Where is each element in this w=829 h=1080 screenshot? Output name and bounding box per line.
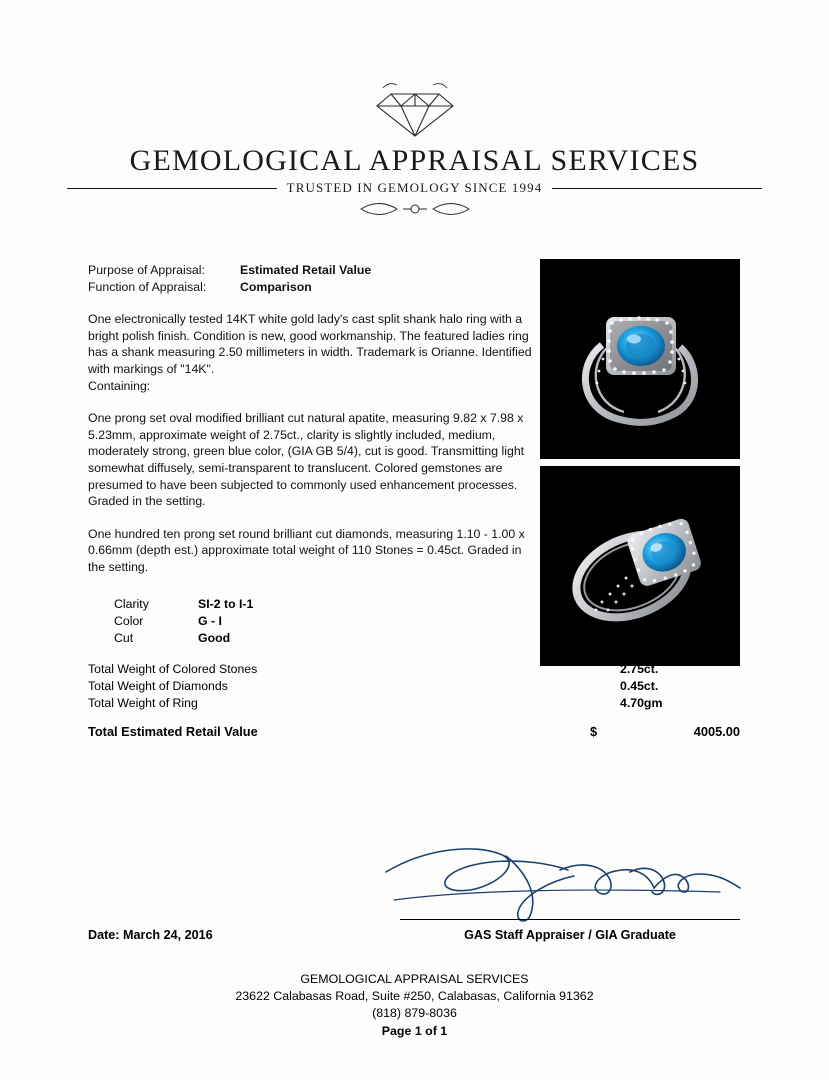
purpose-value: Estimated Retail Value xyxy=(240,263,372,277)
grade-label-cut: Cut xyxy=(114,630,134,645)
grade-label-color: Color xyxy=(114,613,144,628)
document-footer xyxy=(0,971,829,1040)
diamond-icon xyxy=(367,78,463,140)
appraisal-date: Date: March 24, 2016 xyxy=(88,928,213,942)
diamond-grade-table xyxy=(88,596,533,646)
appraisal-body xyxy=(88,262,533,576)
table-row xyxy=(88,695,740,712)
appraiser-signature xyxy=(378,830,748,925)
grand-total-amount: 4005.00 xyxy=(693,724,740,739)
table-row xyxy=(88,596,533,613)
function-value: Comparison xyxy=(240,279,312,294)
footer-company: GEMOLOGICAL APPRAISAL SERVICES xyxy=(300,972,529,986)
containing-text: Containing: xyxy=(88,378,151,393)
flourish-ornament-icon xyxy=(355,198,475,220)
table-row xyxy=(88,630,533,647)
grade-value-color: G - I xyxy=(198,613,222,628)
paragraph-diamonds: One hundred ten prong set round brilliant cut diamonds, measuring 1.10 - 1.00 x 0.66mm (depth est.) approximate total weight of 110 Stones = 0.45ct. Graded in the setting. xyxy=(88,526,525,574)
table-row xyxy=(88,661,740,678)
tagline: TRUSTED IN GEMOLOGY SINCE 1994 xyxy=(286,180,543,195)
rule-right xyxy=(552,188,762,189)
footer-page-number: Page 1 of 1 xyxy=(381,1024,448,1038)
purpose-label: Purpose of Appraisal: xyxy=(88,263,205,277)
total-value-colored-stones: 2.75ct. xyxy=(620,662,659,676)
paragraph-ring-description xyxy=(88,311,533,394)
field-purpose-of-appraisal xyxy=(88,262,533,279)
ring-photo-angled xyxy=(540,466,740,666)
grand-total-amount-wrap xyxy=(590,724,740,739)
grand-total-label: Total Estimated Retail Value xyxy=(88,724,258,739)
weight-totals xyxy=(88,661,740,711)
signature-line xyxy=(400,919,740,920)
total-value-ring: 4.70gm xyxy=(620,695,663,710)
signature-caption: GAS Staff Appraiser / GIA Graduate xyxy=(464,928,676,942)
total-value-diamonds: 0.45ct. xyxy=(620,678,659,693)
grade-value-clarity: SI-2 to I-1 xyxy=(198,597,254,611)
rule-left xyxy=(67,188,277,189)
table-row xyxy=(88,678,740,695)
ring-photo-top xyxy=(540,259,740,459)
grade-label-clarity: Clarity xyxy=(114,597,149,611)
total-label-colored-stones: Total Weight of Colored Stones xyxy=(88,662,258,676)
ring-description-text: One electronically tested 14KT white gold lady's cast split shank halo ring with a bright polish finish. Condition is new, good workmanship. The featured ladies ring has a shank measuring 2.50 millimeters in width. Trademark is Orianne. Identified with markings of "14K". xyxy=(88,312,532,376)
paragraph-center-stone: One prong set oval modified brilliant cut natural apatite, measuring 9.82 x 7.98 x 5.23mm, approximate weight of 2.75ct., clarity is slightly included, medium, moderately strong, green blue color, (GIA GB 5/4), cut is good. Transmitting light somewhat diffusely, semi-transparent to translucent. Colored gemstones are presumed to have been subjected to commonly used enhancement processes. Graded in the setting. xyxy=(88,411,525,509)
table-row xyxy=(88,613,533,630)
field-function-of-appraisal xyxy=(88,279,533,296)
footer-phone: (818) 879-8036 xyxy=(372,1006,457,1020)
letterhead xyxy=(0,78,829,220)
company-title: GEMOLOGICAL APPRAISAL SERVICES xyxy=(129,144,700,177)
footer-address: 23622 Calabasas Road, Suite #250, Calabasas, California 91362 xyxy=(235,989,594,1003)
grand-total-row xyxy=(88,724,740,739)
tagline-rule-row xyxy=(0,180,829,196)
total-label-ring: Total Weight of Ring xyxy=(88,695,198,710)
currency-symbol: $ xyxy=(590,724,598,739)
grade-value-cut: Good xyxy=(198,630,231,645)
function-label: Function of Appraisal: xyxy=(88,279,207,294)
total-label-diamonds: Total Weight of Diamonds xyxy=(88,678,228,693)
